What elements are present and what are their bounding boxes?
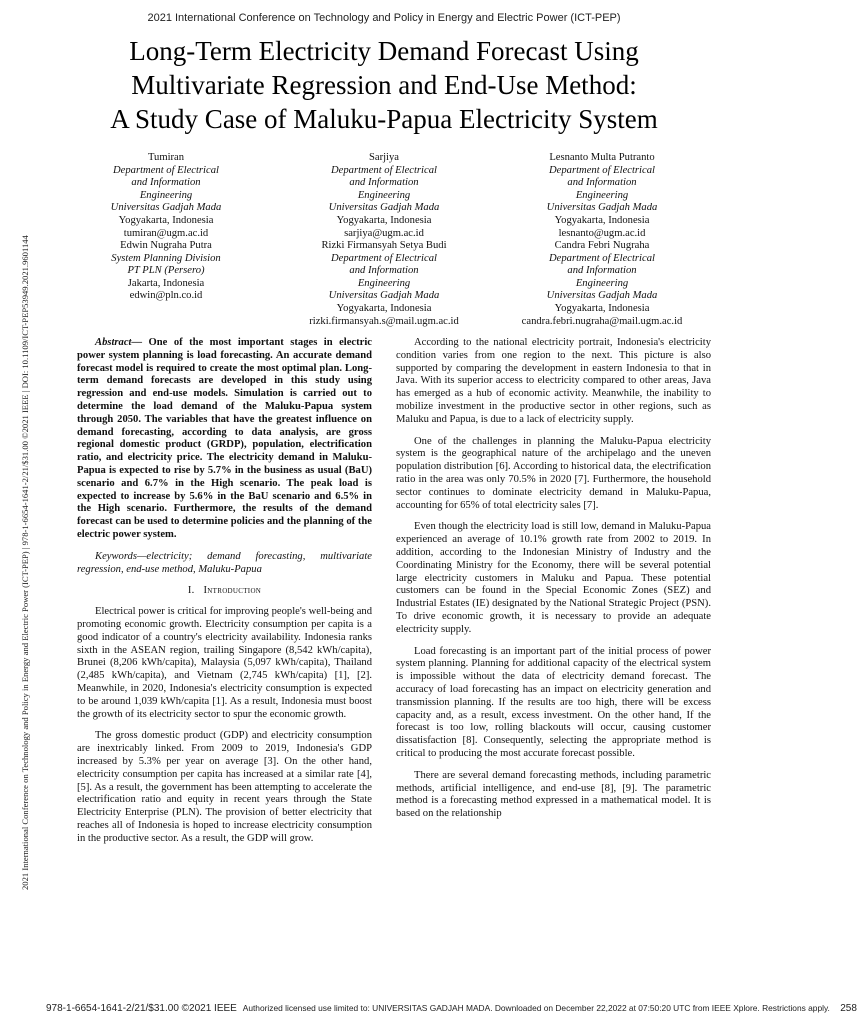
- side-doi-text: 2021 International Conference on Technology and Policy in Energy and Electric Power (ICT-PEP) | 978-1-6654-1641-2/21/$31.00 ©2021 IEEE | DOI: 10.1109/ICT-PEP53949.2021.9601144: [20, 235, 30, 890]
- author-org: PT PLN (Persero): [127, 265, 205, 277]
- footer-isbn: 978-1-6654-1641-2/21/$31.00 ©2021 IEEE: [46, 1003, 237, 1014]
- author-email[interactable]: edwin@pln.co.id: [129, 290, 203, 302]
- abstract-label: Abstract—: [95, 337, 143, 348]
- conference-header: 2021 International Conference on Technology and Policy in Energy and Electric Power (ICT-PEP): [147, 12, 621, 24]
- author-block: [492, 152, 712, 240]
- paragraph: Load forecasting is an important part of the initial process of power system planning. Planning for additional capacity of the electrical system is impossible without the data of electricity demand forecast. The accuracy of load forecasting has an impact on electricity generation and transmission planning. If the results are too high, there will be excess capacity and, as a result, excess investment. On the other hand, If the forecast is too low, rolling blackouts will occur, causing customer dissatisfaction [8]. Consequently, selecting the appropriate method is critical to producing the most accurate forecast possible.: [396, 645, 711, 759]
- right-column: [396, 337, 711, 830]
- author-org: Universitas Gadjah Mada: [328, 290, 440, 302]
- author-dept: Department of Electrical and Information Engineering: [113, 164, 219, 201]
- author-block: [56, 152, 276, 240]
- author-email[interactable]: candra.febri.nugraha@mail.ugm.ac.id: [521, 315, 683, 327]
- author-name: Rizki Firmansyah Setya Budi: [321, 240, 447, 251]
- paragraph: One of the challenges in planning the Maluku-Papua electricity system is the geographical nature of the archipelago and the uneven population distribution [6]. According to historical data, the electrification ratio in the area was only 70.5% in 2020 [7]. Furthermore, the household sector continues to dominate electricity demand in Maluku-Papua, accounting for 65% of total electricity sales [7].: [396, 435, 711, 511]
- keywords: Keywords—electricity; demand forecasting, multivariate regression, end-use method, Maluku-Papua: [77, 550, 372, 575]
- author-email[interactable]: tumiran@ugm.ac.id: [123, 227, 209, 239]
- author-email[interactable]: rizki.firmansyah.s@mail.ugm.ac.id: [309, 315, 459, 327]
- paragraph: There are several demand forecasting methods, including parametric methods, artificial intelligence, and end-use [8], [9]. The parametric method is a forecasting method expressed in a mathematical model. It is based on the relationship: [396, 769, 711, 820]
- author-org: Universitas Gadjah Mada: [546, 202, 658, 214]
- left-column: [77, 337, 372, 854]
- title-line: A Study Case of Maluku-Papua Electricity System: [110, 104, 658, 134]
- author-location: Jakarta, Indonesia: [127, 277, 205, 289]
- author-block: [274, 152, 494, 240]
- author-dept: Department of Electrical and Information Engineering: [331, 164, 437, 201]
- footer-license: Authorized licensed use limited to: UNIVERSITAS GADJAH MADA. Downloaded on December 22,2022 at 07:50:20 UTC from IEEE Xplore. Restrictions apply.: [242, 1003, 830, 1013]
- author-dept: System Planning Division: [111, 252, 221, 264]
- author-dept: Department of Electrical and Information Engineering: [549, 164, 655, 201]
- section-number: I.: [187, 585, 195, 597]
- author-location: Yogyakarta, Indonesia: [336, 302, 432, 314]
- author-name: Sarjiya: [368, 152, 399, 163]
- author-email[interactable]: lesnanto@ugm.ac.id: [558, 227, 646, 239]
- author-org: Universitas Gadjah Mada: [328, 202, 440, 214]
- author-block: [56, 240, 276, 303]
- paragraph: Even though the electricity load is still low, demand in Maluku-Papua experienced an average of 10.1% growth rate from 2002 to 2019. In addition, according to the Indonesian Ministry of Industry and the Coordinating Ministry for the Economy, there will be several potential large electricity customers in Maluku and Papua. These potential customers can be found in the Special Economic Zones (SEZ) and Industrial Estates (IE) designated by the National Strategic Project (PSN). To drive economic growth, it is necessary to provide an adequate electricity supply.: [396, 521, 711, 635]
- abstract-text: One of the most important stages in electric power system planning is load forecasting. An accurate demand forecast model is required to create the most optimal plan. Long-term demand forecasts are developed in this study using regression and end-use models. Simulation is carried out to determine the load demand of the Maluku-Papua system through 2050. The variables that have the greatest influence on demand forecasting, according to data analysis, are gross regional domestic product (GRDP), population, electrification ratio, and electricity price. The electricity demand in Maluku-Papua is expected to rise by 5.7% in the business as usual (BaU) scenario and 6.7% in the High scenario. The peak load is expected to increase by 5.6% in the BaU scenario and 6.5% in the High scenario. Furthermore, the results of the demand forecast can be used to determine policies and the planning of the electric power system.: [77, 337, 372, 540]
- author-email[interactable]: sarjiya@ugm.ac.id: [344, 227, 424, 239]
- author-dept: Department of Electrical and Information Engineering: [331, 252, 437, 289]
- author-location: Yogyakarta, Indonesia: [554, 214, 650, 226]
- page-number: 258: [840, 1003, 857, 1014]
- abstract: [77, 337, 372, 542]
- author-name: Edwin Nugraha Putra: [120, 240, 212, 251]
- author-name: Tumiran: [147, 152, 185, 163]
- author-block: [492, 240, 712, 328]
- author-location: Yogyakarta, Indonesia: [336, 214, 432, 226]
- author-dept: Department of Electrical and Information Engineering: [549, 252, 655, 289]
- paragraph: The gross domestic product (GDP) and electricity consumption are inextricably linked. From 2009 to 2019, Indonesia's GDP increased by 5.3% per year on average [3]. On the other hand, electricity consumption per capita has increased at a similar rate [4], [5]. As a result, the government has been attempting to accelerate the electrification ratio and equity in recent years through the State Electricity Enterprise (PLN). The provision of better electricity that reaches all of Indonesia is hoped to increase electricity consumption in the productive sector. As a result, the GDP will grow.: [77, 730, 372, 844]
- author-location: Yogyakarta, Indonesia: [554, 302, 650, 314]
- author-location: Yogyakarta, Indonesia: [118, 214, 214, 226]
- paper-title: [40, 34, 728, 136]
- author-block: [274, 240, 494, 328]
- section-heading-introduction: [77, 585, 372, 598]
- author-org: Universitas Gadjah Mada: [546, 290, 658, 302]
- title-line: Multivariate Regression and End-Use Method:: [131, 70, 637, 100]
- paragraph: According to the national electricity portrait, Indonesia's electricity condition varies from one region to the next. This picture is also supported by comparing the development in eastern Indonesia to that in Java. With its superior access to electricity compared to other areas, Java has emerged as a hub of economic activity. Meanwhile, the inability to mobilize investment in the productive sector in other regions, such as Maluku and Papua, is due to a lack of electricity supply.: [396, 337, 711, 425]
- author-name: Candra Febri Nugraha: [554, 240, 650, 251]
- author-org: Universitas Gadjah Mada: [110, 202, 222, 214]
- page-footer: [46, 1003, 857, 1014]
- title-line: Long-Term Electricity Demand Forecast Using: [129, 36, 639, 66]
- section-title: Introduction: [203, 585, 262, 597]
- author-name: Lesnanto Multa Putranto: [549, 152, 655, 163]
- paragraph: Electrical power is critical for improving people's well-being and promoting economic growth. Electricity consumption per capita is a good indicator of a country's electricity availability. Indonesia ranks sixth in the ASEAN region, trailing Singapore (8,542 kWh/capita), Brunei (8,206 kWh/capita), Malaysia (5,097 kWh/capita), Thailand (2,485 kWh/capita), and Vietnam (2,745 kWh/capita) [1], [2]. Meanwhile, in 2020, Indonesia's electricity consumption is expected to be around 1,039 kWh/capita [1]. As a result, Indonesia must boost the growth of its electricity sector to spur the economic growth.: [77, 606, 372, 720]
